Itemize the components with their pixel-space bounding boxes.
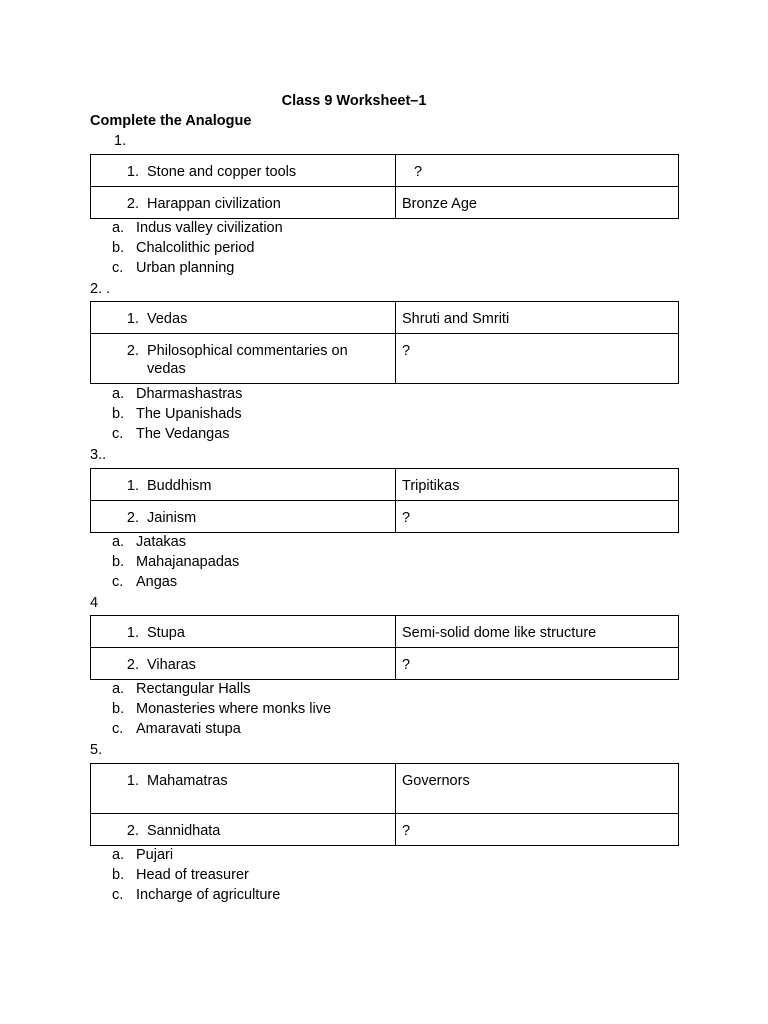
analogy-right-cell: Governors <box>396 764 679 814</box>
option-item: c. Urban planning <box>112 260 235 276</box>
option-item: c. Amaravati stupa <box>112 721 241 737</box>
section-heading: Complete the Analogue <box>90 113 252 129</box>
question-label: 5. <box>90 742 103 758</box>
option-item: b. Chalcolithic period <box>112 240 255 256</box>
analogy-left-cell: 1. Buddhism <box>91 469 396 501</box>
option-item: a. Dharmashastras <box>112 386 243 402</box>
analogy-right-cell: ? <box>396 501 679 533</box>
analogy-table <box>90 301 679 384</box>
option-item: a. Indus valley civilization <box>112 220 283 236</box>
analogy-right-cell: ? <box>396 334 679 384</box>
analogy-right-cell: Tripitikas <box>396 469 679 501</box>
analogy-right-cell: ? <box>396 648 679 680</box>
analogy-left-cell: 1. Stone and copper tools <box>91 155 396 187</box>
analogy-table <box>90 468 679 533</box>
option-item: b. Monasteries where monks live <box>112 701 332 717</box>
analogy-right-cell: Shruti and Smriti <box>396 302 679 334</box>
option-item: c. The Vedangas <box>112 426 230 442</box>
analogy-table <box>90 763 679 846</box>
option-item: a. Rectangular Halls <box>112 681 251 697</box>
analogy-right-cell: ? <box>396 814 679 846</box>
question-label: 2. . <box>90 281 111 297</box>
option-item: a. Jatakas <box>112 534 186 550</box>
analogy-left-cell: 2. Harappan civilization <box>91 187 396 219</box>
worksheet-title: Class 9 Worksheet–1 <box>281 93 427 109</box>
analogy-right-cell: Semi-solid dome like structure <box>396 616 679 648</box>
option-item: b. Head of treasurer <box>112 867 249 883</box>
analogy-right-cell: ? <box>396 155 679 187</box>
analogy-left-cell: 2. Sannidhata <box>91 814 396 846</box>
question-label: 3.. <box>90 447 107 463</box>
option-item: c. Incharge of agriculture <box>112 887 281 903</box>
option-item: b. The Upanishads <box>112 406 242 422</box>
question-label: 4 <box>90 595 99 611</box>
analogy-left-cell: 1. Vedas <box>91 302 396 334</box>
analogy-left-cell: 1. Mahamatras <box>91 764 396 814</box>
option-item: b. Mahajanapadas <box>112 554 240 570</box>
analogy-left-cell: 2. Jainism <box>91 501 396 533</box>
analogy-left-cell: 2. Philosophical commentaries on vedas <box>91 334 396 384</box>
option-item: a. Pujari <box>112 847 174 863</box>
analogy-left-cell: 2. Viharas <box>91 648 396 680</box>
analogy-right-cell: Bronze Age <box>396 187 679 219</box>
question-label: 1. <box>114 133 127 149</box>
option-item: c. Angas <box>112 574 178 590</box>
analogy-left-cell: 1. Stupa <box>91 616 396 648</box>
analogy-table <box>90 615 679 680</box>
analogy-table <box>90 154 679 219</box>
